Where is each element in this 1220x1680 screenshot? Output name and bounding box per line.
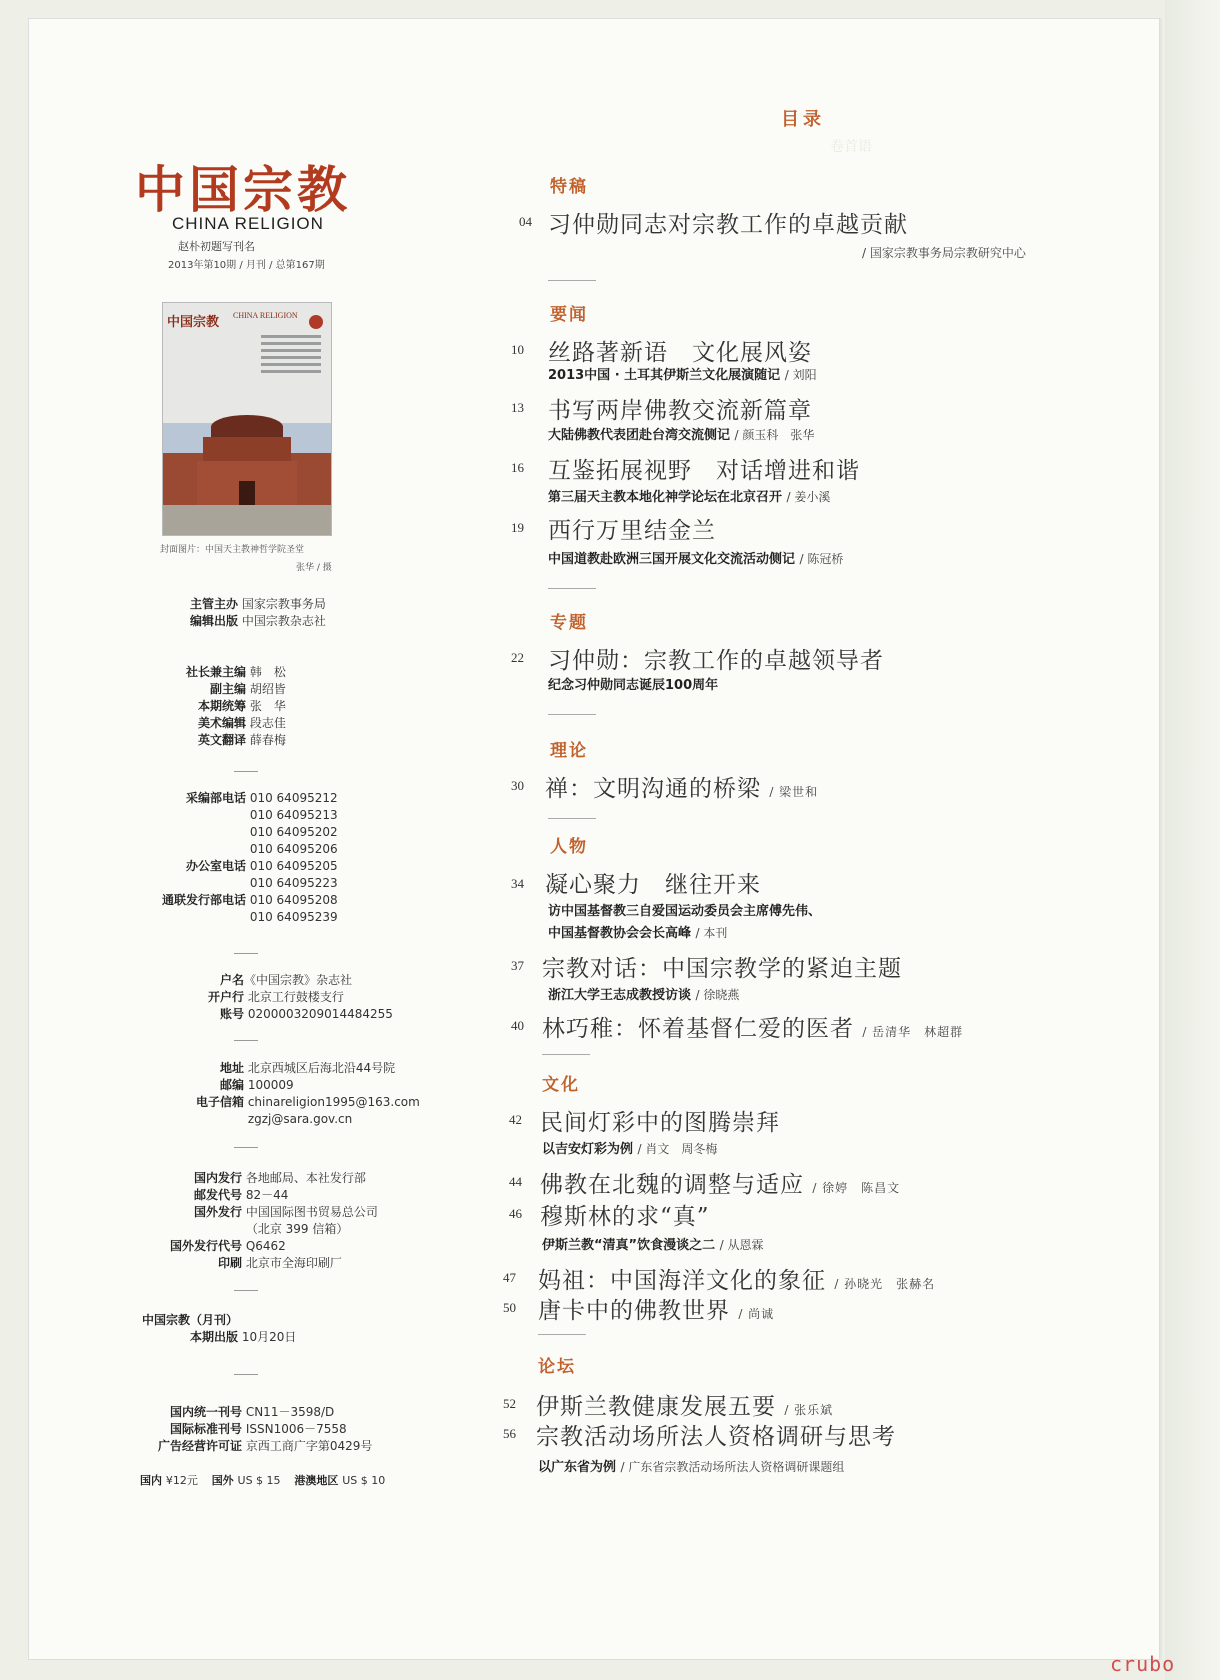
separator <box>234 1040 258 1041</box>
article-subtitle <box>548 486 830 505</box>
article-title[interactable]: 宗教活动场所法人资格调研与思考 <box>536 1424 896 1450</box>
article-title-text: 妈祖：中国海洋文化的象征 <box>538 1268 826 1294</box>
article-title[interactable]: 丝路著新语 文化展风姿 <box>548 340 812 366</box>
subtitle-text: 2013中国 · 土耳其伊斯兰文化展演随记 <box>548 368 781 383</box>
info-key: 邮发代号 <box>193 1188 242 1202</box>
section-divider <box>542 1054 590 1055</box>
article-title-text: 唐卡中的佛教世界 <box>538 1298 730 1324</box>
page-number: 13 <box>511 400 524 415</box>
publisher-block <box>120 596 326 630</box>
info-value: 北京市全海印刷厂 <box>245 1256 342 1270</box>
info-key: 通联发行部电话 <box>161 893 246 907</box>
info-key: 国内发行 <box>193 1171 242 1185</box>
price-value: US $ 15 <box>237 1474 281 1487</box>
article-author: / 国家宗教事务局宗教研究中心 <box>862 246 1026 260</box>
price-line <box>140 1472 395 1488</box>
info-key: 社长兼主编 <box>185 665 246 679</box>
info-value: 北京工行鼓楼支行 <box>247 990 344 1004</box>
info-key: 户名 <box>219 973 244 987</box>
info-key: 印刷 <box>217 1256 242 1270</box>
article-author: / 孙晓光 张赫名 <box>834 1277 936 1291</box>
info-key: 采编部电话 <box>185 791 246 805</box>
article-subtitle <box>548 548 843 567</box>
page-number: 47 <box>503 1270 516 1285</box>
cover-image <box>162 302 332 536</box>
info-key: 美术编辑 <box>197 716 246 730</box>
page-number: 42 <box>509 1112 522 1127</box>
subtitle-text: 中国道教赴欧洲三国开展文化交流活动侧记 <box>548 552 796 567</box>
article-title[interactable]: 西行万里结金兰 <box>548 518 716 544</box>
article-title[interactable]: 凝心聚力 继往开来 <box>545 872 761 898</box>
info-value: 0200003209014484255 <box>247 1007 393 1021</box>
section-divider <box>538 1334 586 1335</box>
church-dome <box>211 415 283 439</box>
article-subtitle <box>538 1456 844 1475</box>
subtitle-text: 以吉安灯彩为例 <box>542 1142 634 1157</box>
info-key: 账号 <box>219 1007 244 1021</box>
price-label: 国外 <box>211 1474 234 1487</box>
ghost-text: 卷首语 <box>830 139 872 155</box>
info-key: 国外发行 <box>193 1205 242 1219</box>
info-key: 开户行 <box>207 990 244 1004</box>
publication-block <box>120 1312 296 1346</box>
info-key: 电子信箱 <box>195 1095 244 1109</box>
article-title-text: 禅：文明沟通的桥梁 <box>545 776 761 802</box>
article-author: / 徐婷 陈昌文 <box>812 1181 901 1195</box>
section-heading: 理论 <box>550 741 588 761</box>
info-key: 国外发行代号 <box>169 1239 242 1253</box>
article-subtitle: 访中国基督教三自爱国运动委员会主席傅先伟、 <box>548 904 822 919</box>
separator <box>234 1147 258 1148</box>
staff-block <box>120 664 286 749</box>
info-value: 胡绍皆 <box>249 682 286 696</box>
article-author: / 徐晓燕 <box>695 988 740 1002</box>
info-value: （北京 399 信箱） <box>245 1222 349 1236</box>
issue-line: 2013年第10期 / 月刊 / 总第167期 <box>168 260 325 271</box>
page-gutter <box>1165 0 1220 1680</box>
info-value: 张 华 <box>249 699 286 713</box>
info-key: 主管主办 <box>189 597 238 611</box>
article-title-text: 林巧稚：怀着基督仁爱的医者 <box>542 1016 854 1042</box>
section-divider <box>548 588 596 589</box>
page-number: 16 <box>511 460 524 475</box>
cover-caption: 封面图片：中国天主教神哲学院圣堂 <box>160 545 305 555</box>
article-subtitle <box>548 984 739 1003</box>
phone-block <box>120 790 338 926</box>
page-number: 50 <box>503 1300 516 1315</box>
info-value: 《中国宗教》杂志社 <box>244 973 353 987</box>
masthead-english-title: CHINA RELIGION <box>172 214 324 233</box>
cover-seal-icon <box>309 315 323 329</box>
article-author: / 姜小溪 <box>786 490 831 504</box>
registration-block <box>120 1404 372 1455</box>
page-number: 56 <box>503 1426 516 1441</box>
section-divider <box>548 714 596 715</box>
page-number: 52 <box>503 1396 516 1411</box>
section-divider <box>548 818 596 819</box>
page-number: 22 <box>511 650 524 665</box>
subtitle-text: 大陆佛教代表团赴台湾交流侧记 <box>548 428 731 443</box>
article-subtitle <box>542 1234 763 1253</box>
article-title[interactable] <box>542 1010 963 1043</box>
info-value: 010 64095206 <box>249 842 338 856</box>
section-heading: 文化 <box>542 1075 580 1095</box>
info-key: 英文翻译 <box>197 733 246 747</box>
info-key: 邮编 <box>219 1078 244 1092</box>
subtitle-text: 以广东省为例 <box>538 1460 617 1475</box>
section-heading: 要闻 <box>550 305 588 325</box>
article-author: / 颜玉科 张华 <box>734 428 815 442</box>
subtitle-text: 伊斯兰教“清真”饮食漫谈之二 <box>542 1238 716 1253</box>
article-title[interactable]: 民间灯彩中的图腾崇拜 <box>540 1110 780 1136</box>
price-label: 港澳地区 <box>294 1474 339 1487</box>
cover-english-title: CHINA RELIGION <box>233 311 298 320</box>
article-author: / 尚诚 <box>738 1307 775 1321</box>
page-number: 46 <box>509 1206 522 1221</box>
article-author: / 肖文 周冬梅 <box>637 1142 718 1156</box>
article-title[interactable]: 穆斯林的求“真” <box>540 1204 710 1230</box>
info-value: ISSN1006－7558 <box>245 1422 347 1436</box>
article-author: / 广东省宗教活动场所法人资格调研课题组 <box>620 1460 845 1474</box>
info-key: 广告经营许可证 <box>157 1439 242 1453</box>
article-subtitle <box>548 922 727 941</box>
article-author: / 刘阳 <box>784 368 817 382</box>
watermark: crubo <box>1110 1652 1176 1676</box>
cover-credit: 张华 / 摄 <box>296 563 332 573</box>
page-number: 40 <box>511 1018 524 1033</box>
page-number: 30 <box>511 778 524 793</box>
article-subtitle <box>542 1138 717 1157</box>
info-value: 段志佳 <box>249 716 286 730</box>
info-value: 82－44 <box>245 1188 289 1202</box>
bank-block <box>120 972 393 1023</box>
info-value: CN11－3598/D <box>245 1405 335 1419</box>
info-key: 地址 <box>219 1061 244 1075</box>
info-value: 韩 松 <box>249 665 286 679</box>
info-value: 薛春梅 <box>249 733 286 747</box>
distribution-block <box>120 1170 378 1272</box>
section-heading: 特稿 <box>550 177 588 197</box>
article-title-text: 伊斯兰教健康发展五要 <box>536 1394 776 1420</box>
article-subtitle <box>548 364 817 383</box>
page-number: 19 <box>511 520 524 535</box>
toc-title: 目录 <box>781 109 825 130</box>
page-number: 10 <box>511 342 524 357</box>
section-divider <box>548 280 596 281</box>
separator <box>234 771 258 772</box>
info-value: 北京西城区后海北沿44号院 <box>247 1061 396 1075</box>
info-key: 中国宗教（月刊） <box>141 1313 238 1327</box>
section-heading: 专题 <box>550 613 588 633</box>
article-author: / 从恩霖 <box>719 1238 764 1252</box>
subtitle-text: 浙江大学王志成教授访谈 <box>548 988 692 1003</box>
calligraphy-note: 赵朴初题写刊名 <box>178 240 255 253</box>
article-title[interactable]: 习仲勋同志对宗教工作的卓越贡献 <box>548 212 908 238</box>
info-value: 京西工商广字第0429号 <box>245 1439 373 1453</box>
separator <box>234 1290 258 1291</box>
masthead-logo: 中国宗教 <box>135 160 351 219</box>
separator <box>234 1374 258 1375</box>
article-author: / 本刊 <box>695 926 728 940</box>
article-title-text: 佛教在北魏的调整与适应 <box>540 1172 804 1198</box>
info-value: Q6462 <box>245 1239 286 1253</box>
info-value: zgzj@sara.gov.cn <box>247 1112 353 1126</box>
article-title[interactable] <box>538 1292 774 1325</box>
cover-text-lines <box>261 335 321 377</box>
info-value: 010 64095223 <box>249 876 338 890</box>
subtitle-text: 中国基督教协会会长高峰 <box>548 926 692 941</box>
article-subtitle: 纪念习仲勋同志诞辰100周年 <box>548 678 719 693</box>
address-block <box>120 1060 420 1128</box>
info-value: 010 64095213 <box>249 808 338 822</box>
info-value: 010 64095202 <box>249 825 338 839</box>
article-title[interactable]: 书写两岸佛教交流新篇章 <box>548 398 812 424</box>
article-title[interactable] <box>540 1166 900 1199</box>
info-value: 中国国际图书贸易总公司 <box>245 1205 378 1219</box>
article-subtitle <box>548 424 814 443</box>
info-value: 10月20日 <box>241 1330 297 1344</box>
page-number: 34 <box>511 876 524 891</box>
info-key: 办公室电话 <box>185 859 246 873</box>
article-title[interactable]: 习仲勋：宗教工作的卓越领导者 <box>548 648 884 674</box>
info-key: 本期统筹 <box>197 699 246 713</box>
price-label: 国内 <box>140 1474 162 1487</box>
article-title[interactable]: 互鉴拓展视野 对话增进和谐 <box>548 458 860 484</box>
price-value: ¥12元 <box>165 1474 198 1487</box>
article-title[interactable] <box>545 770 818 803</box>
price-value: US $ 10 <box>342 1474 386 1487</box>
subtitle-text: 第三届天主教本地化神学论坛在北京召开 <box>548 490 783 505</box>
info-key: 副主编 <box>209 682 246 696</box>
info-value: 中国宗教杂志社 <box>241 614 326 628</box>
section-heading: 人物 <box>550 837 588 857</box>
info-value: 国家宗教事务局 <box>241 597 326 611</box>
info-value: 100009 <box>247 1078 294 1092</box>
article-author: / 梁世和 <box>769 785 819 799</box>
info-value: 010 64095208 <box>249 893 338 907</box>
article-author: / 岳清华 林超群 <box>862 1025 964 1039</box>
article-author: / 张乐斌 <box>784 1403 834 1417</box>
article-title[interactable] <box>538 1262 935 1295</box>
info-key: 国际标准刊号 <box>169 1422 242 1436</box>
info-key: 国内统一刊号 <box>169 1405 242 1419</box>
info-value: 各地邮局、本社发行部 <box>245 1171 366 1185</box>
info-value: 010 64095212 <box>249 791 338 805</box>
article-title[interactable]: 宗教对话：中国宗教学的紧迫主题 <box>542 956 902 982</box>
article-title[interactable] <box>536 1388 833 1421</box>
section-heading: 论坛 <box>538 1357 576 1377</box>
page-number: 04 <box>519 214 532 229</box>
info-value: 010 64095205 <box>249 859 338 873</box>
separator <box>234 953 258 954</box>
info-value: chinareligion1995@163.com <box>247 1095 420 1109</box>
info-key: 本期出版 <box>189 1330 238 1344</box>
info-key: 编辑出版 <box>189 614 238 628</box>
info-value: 010 64095239 <box>249 910 338 924</box>
page-number: 37 <box>511 958 524 973</box>
cover-title: 中国宗教 <box>167 315 220 330</box>
article-author: / 陈冠桥 <box>799 552 844 566</box>
page-number: 44 <box>509 1174 522 1189</box>
